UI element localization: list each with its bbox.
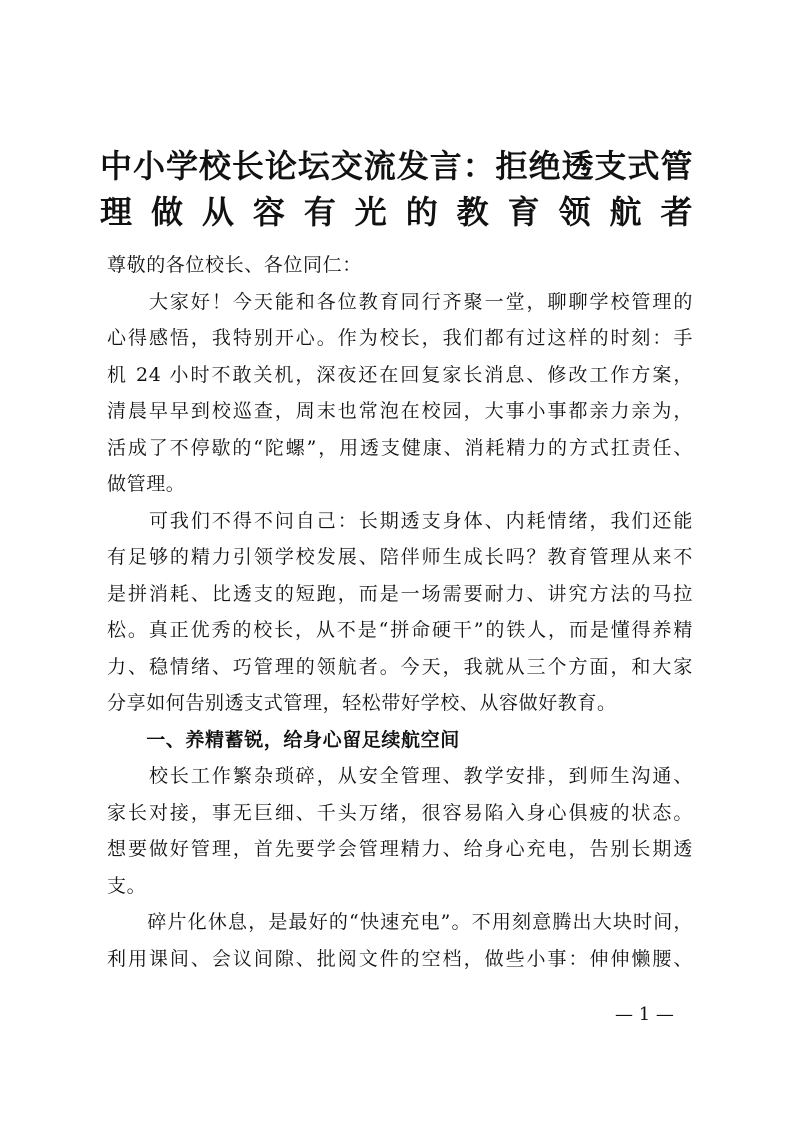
text-line: 利用课间、会议间隙、批阅文件的空档，做些小事：伸伸懒腰、 xyxy=(107,947,693,970)
text-line: 心得感悟，我特别开心。作为校长，我们都有过这样的时刻：手 xyxy=(107,327,693,349)
paragraph xyxy=(107,284,693,503)
paragraph xyxy=(107,758,693,904)
text-line: 家长对接，事无巨细、千头万绪，很容易陷入身心俱疲的状态。 xyxy=(107,801,693,824)
text-line: 活成了不停歇的“陀螺”，用透支健康、消耗精力的方式扛责任、 xyxy=(107,436,693,459)
text-line: 是拼消耗、比透支的短跑，而是一场需要耐力、讲究方法的马拉 xyxy=(107,582,693,605)
text-line: 松。真正优秀的校长，从不是“拼命硬干”的铁人，而是懂得养精 xyxy=(107,619,693,641)
salutation xyxy=(107,247,693,284)
title-line: 理做从容有光的教育领航者 xyxy=(100,193,693,231)
text-line: 有足够的精力引领学校发展、陪伴师生成长吗？教育管理从来不 xyxy=(107,546,693,568)
salutation-text: 尊敬的各位校长、各位同仁： xyxy=(107,254,362,276)
text-line: 力、稳情绪、巧管理的领航者。今天，我就从三个方面，和大家 xyxy=(107,655,693,678)
text-line: 机 24 小时不敢关机，深夜还在回复家长消息、修改工作方案， xyxy=(107,363,693,386)
text-line: 校长工作繁杂琐碎，从安全管理、教学安排，到师生沟通、 xyxy=(107,765,693,787)
page-number: — 1 — xyxy=(615,1004,674,1025)
document-body xyxy=(107,247,693,977)
text-line: 大家好！今天能和各位教育同行齐聚一堂，聊聊学校管理的 xyxy=(107,290,693,313)
paragraph xyxy=(107,503,693,722)
text-line: 分享如何告别透支式管理，轻松带好学校、从容做好教育。 xyxy=(107,692,617,714)
text-line: 想要做好管理，首先要学会管理精力、给身心充电，告别长期透 xyxy=(107,838,693,860)
section-heading xyxy=(107,722,693,759)
title-line: 中小学校长论坛交流发言：拒绝透支式管 xyxy=(100,147,693,185)
text-line: 碎片化休息，是最好的“快速充电”。不用刻意腾出大块时间， xyxy=(107,911,693,933)
text-line: 一、养精蓄锐，给身心留足续航空间 xyxy=(107,728,460,751)
text-line: 可我们不得不问自己：长期透支身体、内耗情绪，我们还能 xyxy=(107,509,693,532)
text-line: 支。 xyxy=(107,874,147,897)
text-line: 做管理。 xyxy=(107,473,186,495)
paragraph xyxy=(107,904,693,977)
text-line: 清晨早早到校巡查，周末也常泡在校园，大事小事都亲力亲为， xyxy=(107,400,693,422)
document-title xyxy=(100,143,693,235)
